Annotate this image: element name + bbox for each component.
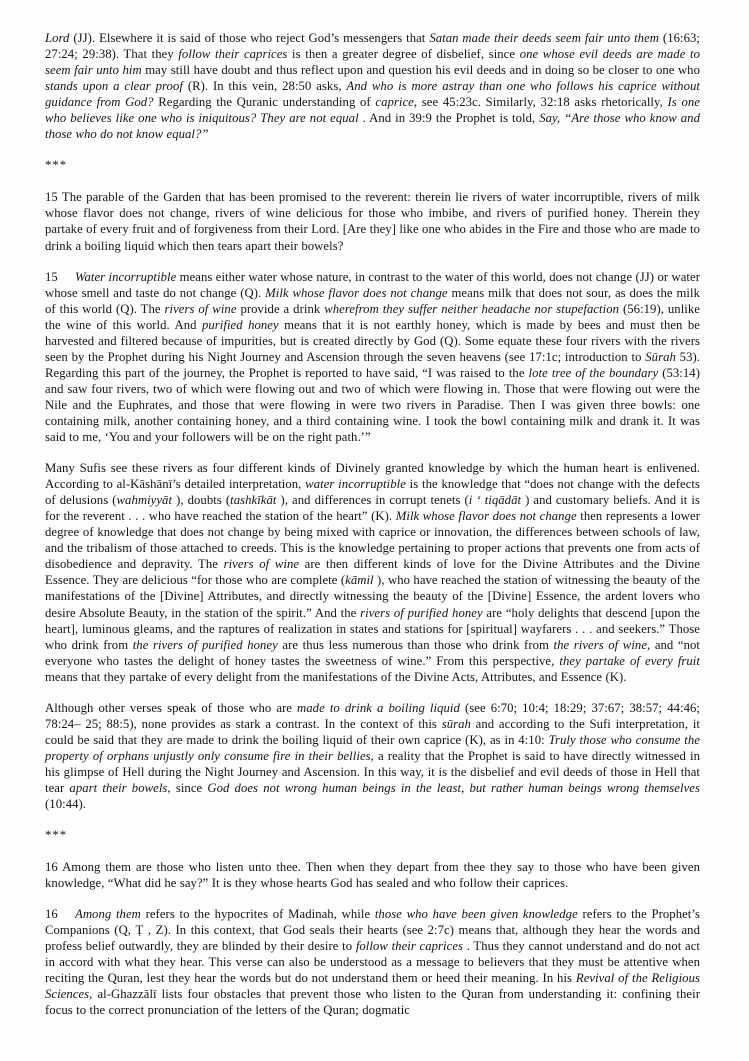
roman-text: refers to the hypocrites of Madinah, while [140, 907, 375, 922]
italic-text: caprice, [375, 95, 418, 110]
italic-text: made to drink a boiling liquid [297, 700, 460, 715]
commentary-verse-15-sufi [45, 460, 700, 685]
roman-text: and “not everyone who tastes the delight of honey tastes the sweetness of wine.” From this perspective, [45, 637, 700, 668]
roman-text: (16:63; 27:24; 29:38). That they [45, 31, 700, 62]
spacer [45, 173, 700, 189]
italic-text: kāmil [345, 573, 374, 588]
italic-text: purified honey [201, 317, 279, 332]
roman-text: and according to the Sufi interpretation, it could be said that they are made to drink the boiling liquid of their own caprice (K), as in 4:10: [45, 716, 700, 747]
italic-text: sūrah [441, 716, 471, 731]
commentary-number: 16 [45, 907, 58, 922]
roman-text: 53). Regarding this part of the journey, the Prophet is reported to have said, “I was raised to the [45, 349, 700, 380]
roman-text: 15 The parable of the Garden that has been promised to the reverent: therein lie rivers of water incorruptible, rivers of milk whose flavor does not change, rivers of wine delicious for those who imbibe, and rivers of purified honey. Therein they partake of every fruit and of forgiveness from their Lord. [Are they] like one who abides in the Fire and those who are made to drink a boiling liquid which then tears apart their bowels? [45, 190, 700, 253]
roman-text: may still have doubt and thus reflect upon and question his evil deeds and in doing so be closer to one who [141, 63, 700, 78]
roman-text: (JJ). Elsewhere it is said of those who reject God’s messengers that [69, 31, 430, 45]
roman-text: (53:14) and saw four rivers, two of which were flowing out and two of which were flowing in. Those that were flowing out were the Nile and the Euphrates, and those that were flowing in were two rivers in Paradise. Then I was given three bowls: one containing milk, another containing honey, and a third containing wine. I took the bowl containing milk and drank it. It was said to me, ‘You and your followers will be on the right path.’” [45, 365, 700, 445]
quran-verse-15 [45, 189, 700, 253]
roman-text: (see 6:70; 10:4; 18:29; 37:67; 38:57; 44:46; 78:24– 25; 88:5), none provides as stark a contrast. In the context of this [45, 700, 700, 731]
roman-text: (R). In this vein, 28:50 asks, [182, 79, 347, 94]
roman-text: means that they partake of every delight from the manifestations of the Divine Acts, Attributes, and Essence (K). [45, 669, 627, 684]
italic-text: Milk whose flavor does not change [265, 285, 448, 300]
italic-text: wherefrom they suffer neither headache nor stupefaction [324, 301, 620, 316]
roman-text: see 45:23c. Similarly, 32:18 asks rhetorically, [417, 95, 668, 110]
roman-text: 16 Among them are those who listen unto thee. Then when they depart from thee they say to those who have been given knowledge, “What did he say?” It is they whose hearts God has sealed and who follow their caprices. [45, 860, 700, 891]
section-separator-2: *** [45, 828, 68, 843]
quran-verse-16 [45, 859, 700, 891]
italic-text: rivers of wine [223, 557, 300, 572]
italic-text: Milk whose flavor does not change [395, 509, 577, 524]
roman-text: ), doubts ( [172, 493, 231, 508]
commentary-verse-15-boiling-liquid [45, 700, 700, 812]
spacer [45, 142, 700, 157]
section-separator-1: *** [45, 158, 68, 173]
roman-text: ), who have reached the station of witnessing the beauty of the manifestations of the [Divine] Attributes, and directly witnessing the beauty of the [Divine] Essence, the ardent lovers who desire Absolute Beauty, in the station of the spirit.” And the [45, 573, 700, 620]
italic-text: rivers of wine [164, 301, 237, 316]
roman-text: Regarding the Quranic understanding of [153, 95, 376, 110]
commentary-verse-16 [45, 906, 700, 1018]
italic-text: water incorruptible [305, 477, 406, 492]
italic-text: And who is more astray than one who follows his caprice without guidance from God? [45, 79, 700, 110]
roman-text: is then a greater degree of disbelief, since [287, 47, 520, 62]
italic-text: Revival of the Religious Sciences, [45, 971, 700, 1002]
italic-text: Satan made their deeds seem fair unto them [429, 31, 659, 45]
roman-text: . And in 39:9 the Prophet is told, [358, 111, 540, 126]
italic-text: rivers of purified honey [360, 605, 483, 620]
roman-text: Many Sufis see these rivers as four different kinds of Divinely granted knowledge by which the human heart is enlivened. According to al-Kāshānī’s detailed interpretation, [45, 461, 700, 492]
roman-text: . Thus they cannot understand and do not act in accord with what they hear. This verse can also be understood as a message to believers that they must be attentive when reciting the Quran, lest they hear the words but do not understand them or heed their meaning. In his [45, 939, 700, 986]
italic-text: stands upon a clear proof [45, 79, 183, 94]
roman-text: are then different kinds of love for the Divine Attributes and the Divine Essence. They are delicious “for those who are complete ( [45, 557, 700, 588]
roman-text: are “holy delights that descend [upon the heart], luminous gleams, and the raptures of realization in states and stations for [spiritual] wayfarers . . . and seekers.” Those who drink from [45, 605, 701, 652]
roman-text: means either water whose nature, in contrast to the water of this world, does not change (JJ) or water whose smell and taste do not change (Q). [45, 269, 701, 300]
italic-text: Say, “Are those who know and those who do not know equal?” [45, 111, 700, 142]
roman-text: al-Ghazzālī lists four obstacles that prevent those who listen to the Quran from understanding it: confining their focus to the correct pronunciation of the letters of the Quran; dogmatic [45, 987, 700, 1018]
roman-text: ), and differences in corrupt tenets ( [276, 493, 469, 508]
italic-text: Lord [45, 31, 70, 45]
italic-text: Sūrah [645, 349, 676, 364]
italic-text: one whose evil deeds are made to seem fair unto him [45, 47, 700, 78]
roman-text: refers to the Prophet’s Companions (Q, Ṭ , Z). In this context, that God seals their hearts (see 2:7c) means that, although they hear the words and profess belief outwardly, they are blinded by their desire to [45, 907, 700, 954]
italic-text: they partake of every fruit [559, 653, 700, 668]
roman-text: ) and customary beliefs. And it is for the reverent . . . who have reached the station of the heart” (K). [45, 493, 700, 524]
italic-text: the rivers of purified honey [132, 637, 278, 652]
italic-text: follow their caprices [355, 939, 464, 954]
italic-text: i ʻ tiqādāt [468, 493, 522, 508]
italic-text: the rivers of wine, [553, 637, 651, 652]
commentary-number: 15 [45, 269, 58, 284]
roman-text: a reality that the Prophet is said to have directly witnessed in his glimpse of Hell during the Night Journey and Ascension. In this way, it is the disbelief and evil deeds of those in Hell that tear [45, 748, 700, 795]
italic-text: follow their caprices [178, 47, 288, 62]
roman-text: is the knowledge that “does not change with the defects of delusions ( [45, 477, 700, 508]
roman-text: since [170, 780, 208, 795]
italic-text: those who have been given knowledge [374, 907, 578, 922]
italic-text: Among them [75, 907, 141, 922]
italic-text: apart their bowels, [69, 780, 171, 795]
spacer [45, 843, 700, 859]
italic-text: tashkīkāt [230, 493, 277, 508]
roman-text: (56:19), unlike the wine of this world. And [45, 301, 700, 332]
roman-text: means that it is not earthly honey, which is made by bees and must then be harvested and filtered because of impurities, but is created directly by God (Q). Some equate these four rivers with the rivers seen by the Prophet during his Night Journey and Ascension through the seven heavens (see 17:1c; introduction to [45, 317, 700, 364]
spacer [45, 891, 700, 906]
commentary-verse-15 [45, 269, 700, 446]
spacer [45, 254, 700, 269]
roman-text: are thus less numerous than those who drink from [277, 637, 554, 652]
roman-text: Although other verses speak of those who are [45, 700, 298, 715]
italic-text: lote tree of the boundary [528, 365, 659, 380]
roman-text: means milk that does not sour, as does the milk of this world (Q). The [45, 285, 700, 316]
italic-text: Is one who believes like one who is iniquitous? They are not equal [45, 95, 700, 126]
paragraph-continued-commentary-14 [45, 30, 700, 142]
spacer [45, 445, 700, 460]
italic-text: God does not wrong human beings in the least, but rather human beings wrong themselves [207, 780, 700, 795]
spacer [45, 812, 700, 827]
italic-text: Truly those who consume the property of orphans unjustly only consume fire in their bellies, [45, 732, 701, 763]
roman-text: then represents a lower degree of knowledge that does not change by being mixed with caprice or innovation, the differences between schools of law, and the tribalism of those attached to creeds. This is the knowledge pertaining to proper actions that prevents one from acts of disobedience and depravity. The [45, 509, 700, 572]
italic-text: Water incorruptible [75, 269, 177, 284]
roman-text: (10:44). [45, 797, 87, 812]
spacer [45, 685, 700, 700]
roman-text: provide a drink [236, 301, 325, 316]
italic-text: wahmiyyāt [116, 493, 173, 508]
